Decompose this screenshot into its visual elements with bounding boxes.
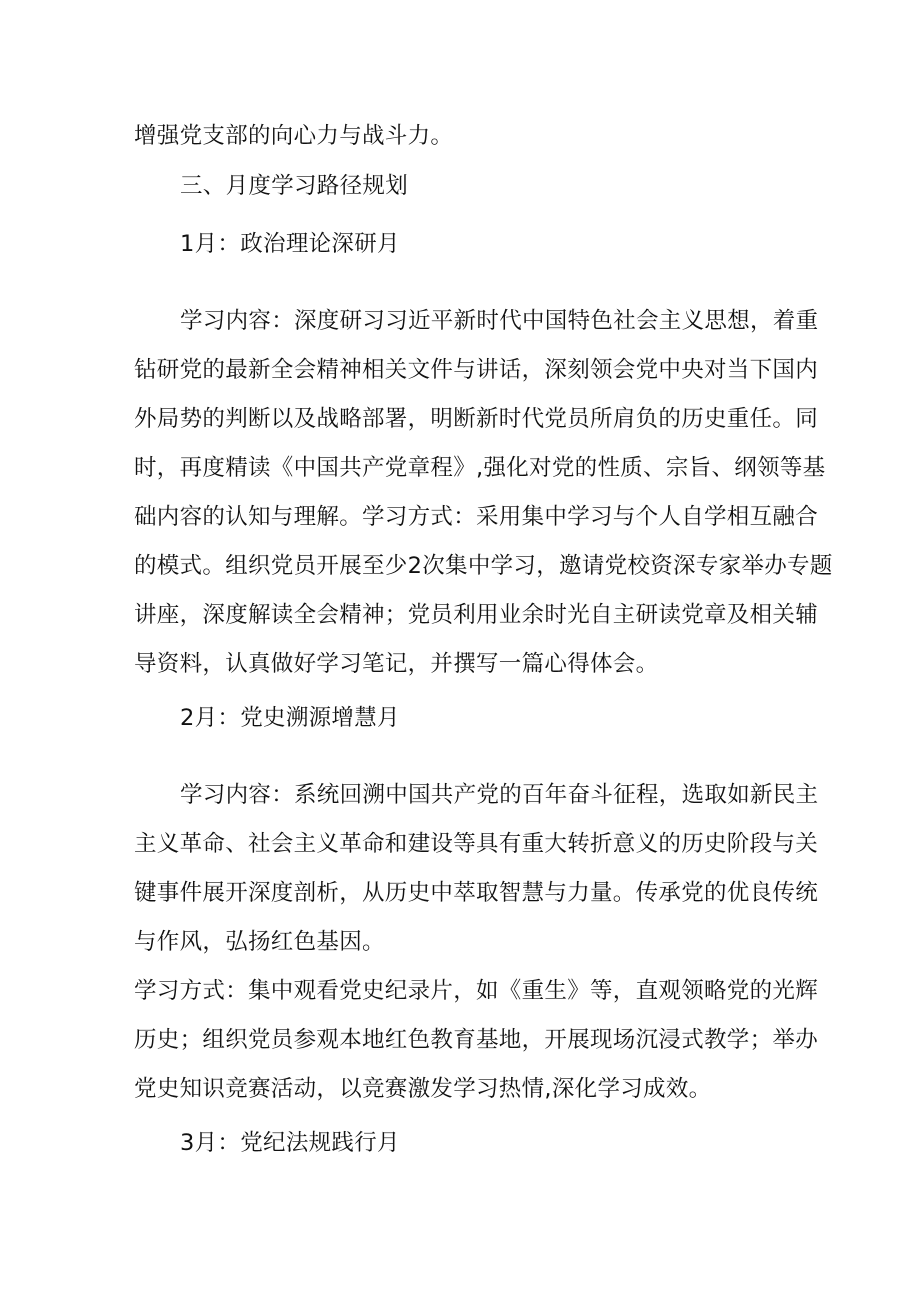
text-line: 钻研党的最新全会精神相关文件与讲话，深刻领会党中央对当下国内 xyxy=(134,357,819,383)
text-line: 历史；组织党员参观本地红色教育基地，开展现场沉浸式教学；举办 xyxy=(134,1027,819,1053)
month-heading: 1月：政治理论深研月 xyxy=(180,231,400,257)
text-line: 讲座，深度解读全会精神；党员利用业余时光自主研读党章及相关辅 xyxy=(134,602,819,628)
text-line: 学习内容：系统回溯中国共产党的百年奋斗征程，选取如新民主 xyxy=(180,782,819,808)
text-line: 与作风，弘扬红色基因。 xyxy=(134,929,385,955)
text-line: 导资料，认真做好学习笔记，并撰写一篇心得体会。 xyxy=(134,651,659,677)
text-line: 外局势的判断以及战略部署，明断新时代党员所肩负的历史重任。同 xyxy=(134,406,819,432)
text-line: 学习方式：集中观看党史纪录片，如《重生》等，直观领略党的光辉 xyxy=(134,978,819,1004)
section-heading: 三、月度学习路径规划 xyxy=(180,173,409,199)
text-line: 础内容的认知与理解。学习方式：采用集中学习与个人自学相互融合 xyxy=(134,504,819,530)
text-line: 党史知识竞赛活动，以竞赛激发学习热情,深化学习成效。 xyxy=(134,1076,712,1102)
text-line: 的模式。组织党员开展至少2次集中学习，邀请党校资深专家举办专题 xyxy=(134,553,833,579)
month-heading: 3月：党纪法规践行月 xyxy=(180,1130,400,1156)
month-heading: 2月：党史溯源增慧月 xyxy=(180,705,400,731)
text-line: 学习内容：深度研习习近平新时代中国特色社会主义思想，着重 xyxy=(180,308,819,334)
text-line: 主义革命、社会主义革命和建设等具有重大转折意义的历史阶段与关 xyxy=(134,831,819,857)
text-line: 时，再度精读《中国共产党章程》,强化对党的性质、宗旨、纲领等基 xyxy=(134,455,826,481)
text-line: 增强党支部的向心力与战斗力。 xyxy=(134,123,454,149)
text-line: 键事件展开深度剖析，从历史中萃取智慧与力量。传承党的优良传统 xyxy=(134,880,819,906)
